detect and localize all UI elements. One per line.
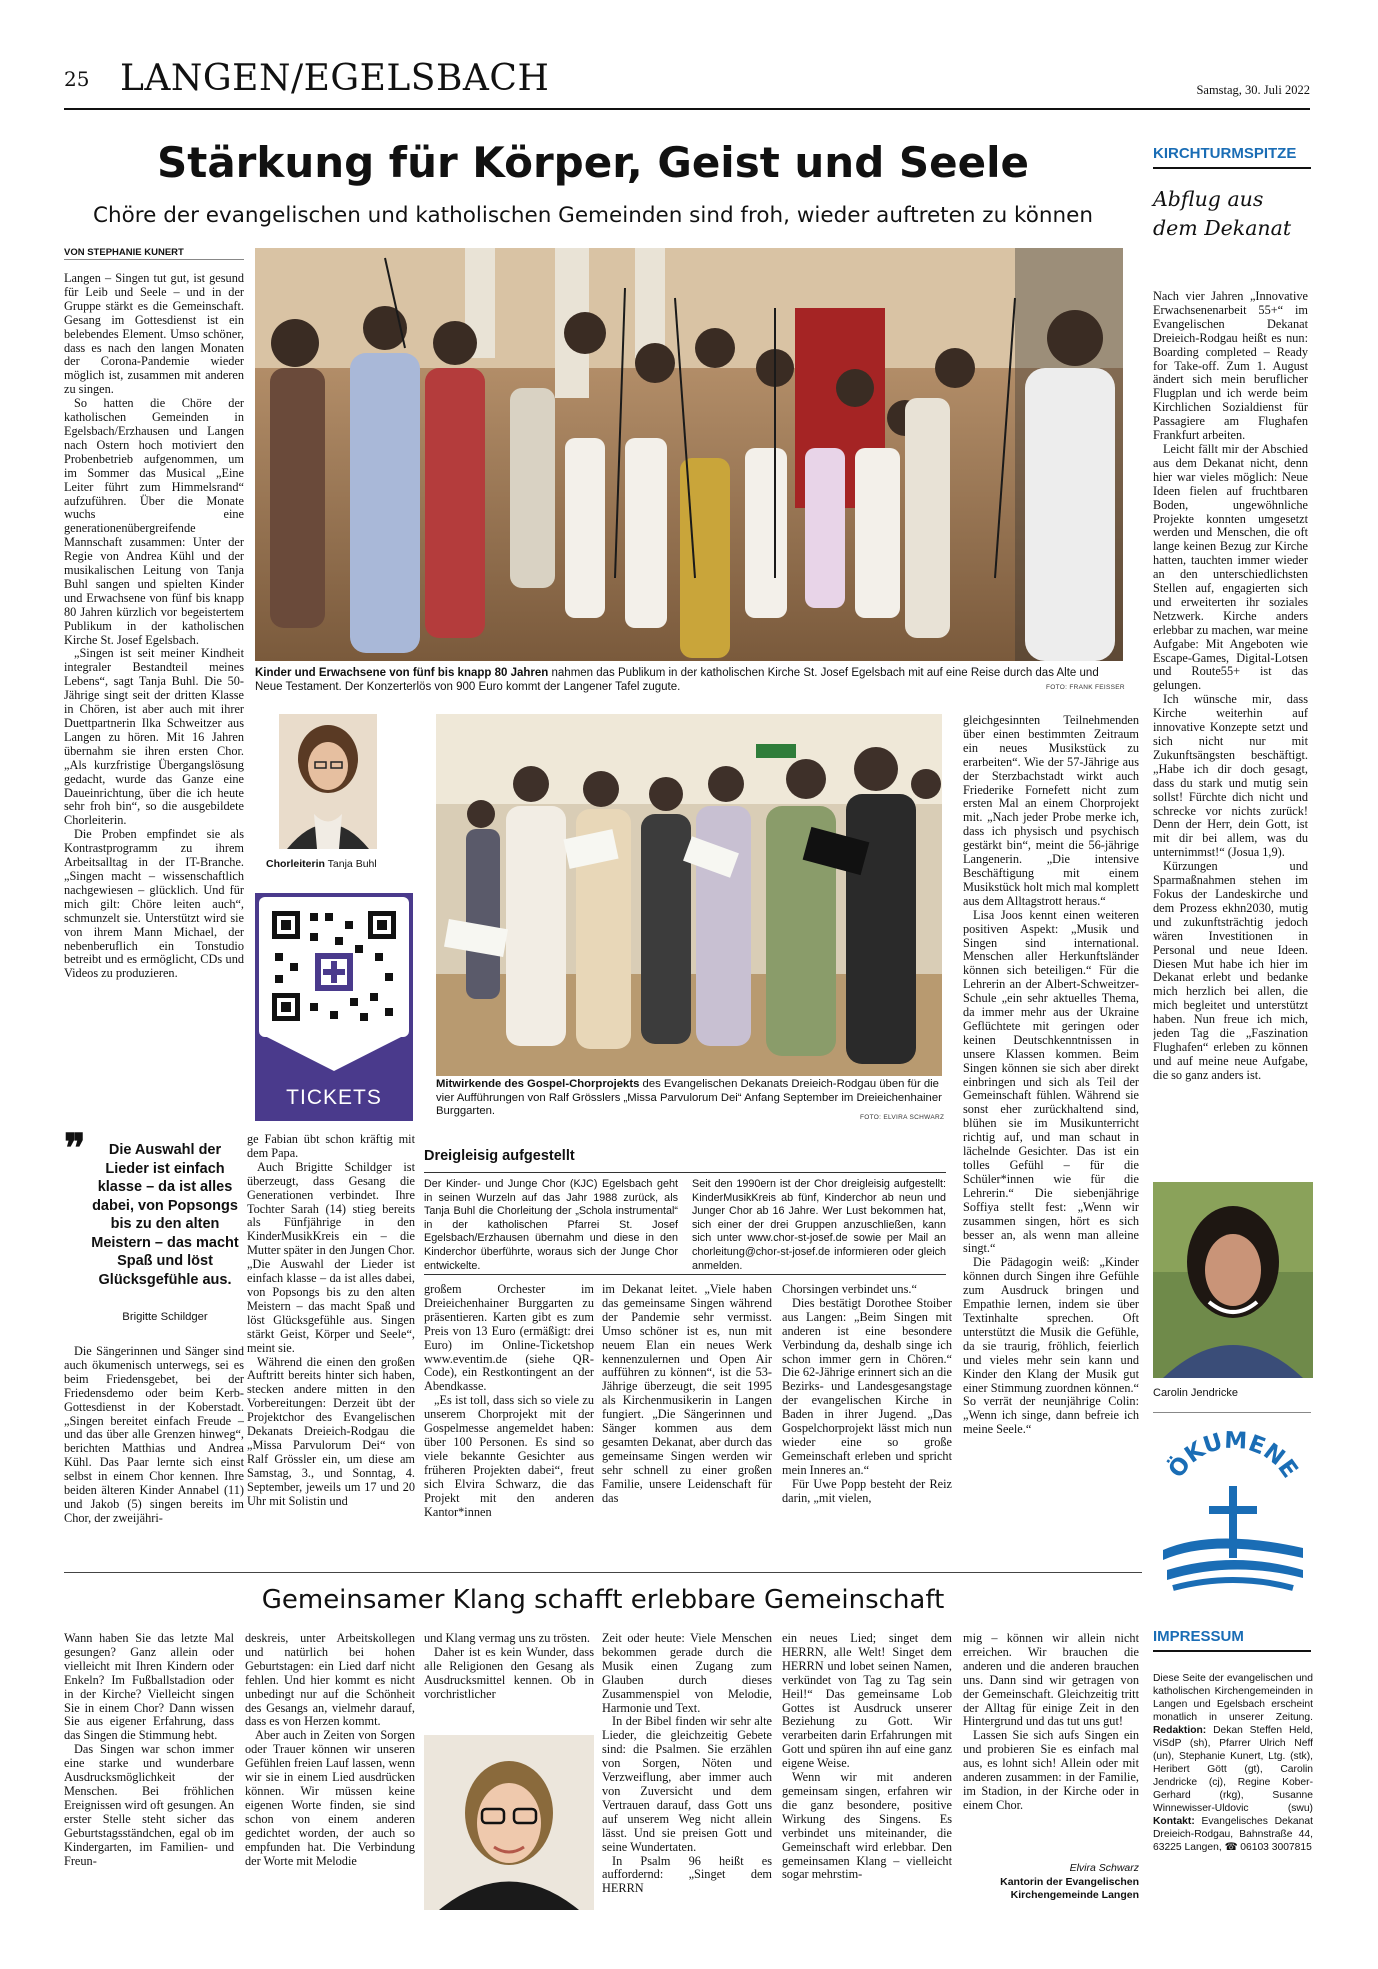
choir-church-photo (255, 248, 1123, 661)
redaktion-text: Dekan Steffen Held, ViSdP (sh), Pfarrer Ulrich Neff (un), Stephanie Kunert, Ltg. (stk), Heribert Gött (gt), Carolin Jendricke (cj), Regine Kober-Gerhard (rkg), Susanne Winnewisser-Uldovic (swu) (1153, 1725, 1313, 1814)
tickets-label[interactable]: TICKETS (286, 1086, 382, 1109)
gospel-caption-bold: Mitwirkende des Gospel-Chorprojekts (436, 1078, 640, 1090)
col3-lower-para: großem Orchester im Dreieichenhainer Burggarten zu präsentieren. Karten gibt es zum Preis von 13 Euro (ermäßigt: drei Euro) im Online-Ticketshop www.eventim.de (siehe QR-Code), ein Restkontingent an der Abendkasse. (424, 1283, 594, 1394)
author-role: Kantorin der Evangelischen Kirchengemeinde Langen (1000, 1875, 1139, 1901)
article2-col1 (64, 1632, 234, 1917)
col5-para: gleichgesinnten Teilnehmenden über einen bestimmten Zeitraum ein neues Musikstück zu erarbeiten“. Wie der 57-Jährige aus der Sterzbachstadt wirkt auch Friederike Fornefett nicht zum ersten Mal an einem Chorprojekt mit. „Nach jeder Probe merke ich, dass ich physisch und psychisch gestärkt bin“, meint die 56-jährige Langenerin. „Die intensive Beschäftigung mit einem Musikstück holt mich mal komplett aus dem Alltagstrott heraus.“ (963, 714, 1139, 908)
gospel-photo-caption (436, 1078, 945, 1121)
col4-lower-para: im Dekanat leitet. „Viele haben das gemeinsame Singen während der Pandemie sehr vermisst. Umso schöner ist es, nun mit neuem Elan ein neues Werk kennenzulernen und Open Air aufführen zu können“, ist die 53-Jährige überzeugt, die seit 1995 als Kirchenmusikerin in Langen fungiert. „Die Sängerinnen und Sänger kommen aus dem gesamten Dekanat, aber durch das gemeinsame Singen werden wir sehr schnell zu einer großen Familie, unsere Leidenschaft für das (602, 1283, 772, 1505)
article2-para: und Klang vermag uns zu trösten. (424, 1632, 590, 1645)
gospel-photo-credit: FOTO: ELVIRA SCHWARZ (860, 1114, 945, 1121)
dreigleisig-bottom-rule (424, 1274, 946, 1275)
col1-para: Langen – Singen tut gut, ist gesund für Leib und Seele – und in der Gruppe stärkt es die Gemeinschaft. Gesang im Gottesdienst ist ein belebendes Element. Umso schöner, dass es nach den langen Monaten der Corona-Pandemie wieder möglich ist, zusammen mit anderen zu singen. (64, 272, 244, 397)
impressum-body (1153, 1672, 1313, 1854)
main-photo-caption (255, 666, 1123, 694)
col1-lower-para: Die Sängerinnen und Sänger sind auch ökumenisch unterwegs, sei es beim Friedensgebet, bei der Friedensdemo oder beim Kerb-Gottesdienst in der Koberstadt. „Singen bereitet einfach Freude – und das über alle Grenzen hinweg“, berichten Matthias und Andrea Kühl. Das Paar lernte sich einst selbst in einem Chor kennen. Ihre beiden älteren Kinder Annabel (11) und Jakob (5) singen bereits im Chor, der zweijähri- (64, 1345, 244, 1525)
impressum-rule (1153, 1650, 1311, 1652)
sidebar-para: Nach vier Jahren „Innovative Erwachsenenarbeit 55+“ im Evangelischen Dekanat Dreieich-Rodgau heißt es nun: Boarding completed – Ready for Take-off. Zum 1. August ändert sich mein beruflicher Flugplan und ich werde beim Kirchlichen Sozialdienst für Passagiere am Flughafen Frankfurt arbeiten. (1153, 290, 1308, 443)
article-col3-lower (424, 1283, 594, 1561)
col5b-lower-para: Für Uwe Popp besteht der Reiz darin, „mit vielen, (782, 1476, 952, 1505)
col3-lower-para: „Es ist toll, dass sich so viele zu unserem Chorprojekt mit der Gospelmesse angemeldet haben: über 100 Personen. Es sind so viele bekannte Gesichter aus früheren Projekten dabei“, freut sich Elvira Schwarz, die das Projekt mit den anderen Kantor*innen (424, 1393, 594, 1519)
article2-para: Aber auch in Zeiten von Sorgen oder Trauer können wir unseren Gefühlen freien Lauf lassen, wenn wir sie in einem Lied ausdrücken können. Wir müssen keine eigenen Worte finden, sie sind schon von einem anderen gedichtet worden, der auch so empfunden hat. Die Verbindung der Worte mit Melodie (245, 1728, 415, 1868)
article2-top-rule (64, 1572, 1142, 1573)
article2-para: Das Singen war schon immer eine starke und wunderbare Ausdrucksmöglichkeit der Menschen. Bei fröhlichen Ereignissen wird oft gesungen. An erster Stelle steht sicher das Geburtstagsständchen, egal ob im Kindergarten, im Familien- und Freun- (64, 1742, 234, 1868)
article2-col5 (782, 1632, 952, 1917)
portrait1-caption (266, 857, 396, 871)
headline: Stärkung für Körper, Geist und Seele (157, 138, 1029, 187)
col5-para: Lisa Joos kennt einen weiteren positiven Aspekt: „Musik und Singen sind international. Menschen aller Herkunftsländer können sich beteiligen.“ Für die Lehrerin an der Albert-Schweitzer-Schule „ein sehr aktuelles Thema, da immer mehr aus der Ukraine Geflüchtete mit geringen oder keinen Deutschkenntnissen in unsere Klassen kommen. Beim Singen können sie sich aber direkt einbringen und sich als Teil der Gemeinschaft fühlen. Während sie sonst eher zurückhaltend sind, blühen sie im Musikunterricht richtig auf, und man schaut in lächelnde Gesichter. Das ist ein tolles Gefühl – für die Schüler*innen wie für die Lehrerin.“ Die siebenjährige Soffiya stellt fest: „Wenn wir zusammen singen, hört es sich besser an, als wenn man alleine singt.“ (963, 907, 1139, 1256)
page-number: 25 (64, 67, 90, 91)
col2-lower-para: Während die einen den großen Auftritt bereits hinter sich haben, stecken andere mitten in den Vorbereitungen: Derzeit übt der Projektchor des Evangelischen Dekanats Dreieich-Rodgau die „Missa Parvulorum Dei“ von Ralf Grössler ein, um diese am Samstag, 3., und Sonntag, 4. September, jeweils um 17 und 20 Uhr mit Solistin und (247, 1354, 415, 1508)
dreigleisig-right: Seit den 1990ern ist der Chor dreigleisig aufgestellt: KinderMusikKreis ab fünf, Kinderchor ab neun und Junger Chor ab 16 Jahre. Wer Lust bekommen hat, sich einer der drei Gruppen anzuschließen, kann sich unter www.chor-st-josef.de sowie per Mail an chorleitung@chor-st-josef.de informieren oder gleich anmelden. (692, 1178, 946, 1272)
article2-para: Lassen Sie sich aufs Singen ein und probieren Sie es einfach mal aus, es lohnt sich! Allein oder mit anderen zusammen: in der Familie, im Stadion, in der Kirche oder in einem Chor. (963, 1728, 1139, 1812)
article-col1-lower (64, 1345, 244, 1560)
dreigleisig-rule (424, 1172, 946, 1173)
quote-text: Die Auswahl der Lieder ist einfach klasse – da ist alles dabei, von Popsongs bis zu den alten Meistern – das macht Spaß und löst Glücksgefühle aus. (91, 1142, 239, 1288)
sidebar-title: Abflug aus dem Dekanat (1153, 187, 1292, 240)
quote-author: Brigitte Schildger (122, 1311, 208, 1323)
article2-para: Wann haben Sie das letzte Mal gesungen? Ganz allein oder vielleicht mit Ihren Kindern oder Enkeln? Im Fußballstadion oder in der Kirche? Vielleicht singen Sie in einem Chor? Dann wissen Sie aus eigener Erfahrung, dass das Singen die Stimmung hebt. (64, 1632, 234, 1743)
col1-para: „Singen ist seit meiner Kindheit integraler Bestandteil meines Lebens“, sagt Tanja Buhl. Die 50-Jährige singt seit der dritten Klasse in Chören, ist aber auch mit ihrer Duettpartnerin Ilka Schweitzer aus Langen zu hören. Mit 16 Jahren übernahm sie ihren ersten Chor. „Als kurzfristige Übergangslösung gedacht, wurde das Ganze eine Daueinrichtung, über die ich heute sehr froh bin“, so die ausgebildete Chorleiterin. (64, 646, 244, 828)
dreigleisig-box (424, 1148, 946, 1278)
article2-author (963, 1862, 1139, 1903)
portrait1-caption-text: Tanja Buhl (327, 858, 377, 870)
gospel-choir-photo (436, 714, 942, 1076)
article-col5b-lower (782, 1283, 952, 1561)
article2-para: Daher ist es kein Wunder, dass alle Religionen den Gesang als Ausdrucksmittel kennen. Ob in vorchristlicher (424, 1644, 594, 1701)
dreigleisig-left: Der Kinder- und Junge Chor (KJC) Egelsbach geht in seinen Wurzeln auf das Jahr 1988 zurück, als Tanja Buhl die Chorleitung der „Schola instrumental“ in der katholischen Pfarrei St. Josef Egelsbach/Erzhausen übernahm und diese in den Kinderchor überführte, woraus sich der Junge Chor entwickelte. (424, 1178, 678, 1272)
kontakt-text: Evangelisches Dekanat Dreieich-Rodgau, Bahnstraße 44, 63225 Langen, ☎ 06103 3007815 (1153, 1816, 1313, 1853)
section-title: LANGEN/EGELSBACH (120, 58, 550, 99)
portrait2-caption: Carolin Jendricke (1153, 1387, 1238, 1399)
header-rule (64, 108, 1310, 110)
main-caption-bold: Kinder und Erwachsene von fünf bis knapp 80 Jahren (255, 667, 549, 679)
author-name: Elvira Schwarz (1069, 1862, 1139, 1874)
byline-rule (64, 259, 244, 260)
col5b-lower-para: Dies bestätigt Dorothee Stoiber aus Langen: „Beim Singen mit anderen ist eine besondere Verbindung da, deshalb singe ich schon immer gern in Chören.“ Die 62-Jährige erinnert sich an die Bezirks- und Landesgesangstage der evangelischen Kirche in Baden in ihrer Jugend. „Das Gospelchorprojekt lässt mich nun wieder eine so große Gemeinschaft erleben und spricht mein Inneres an.“ (782, 1295, 952, 1477)
col2-lower-para: Auch Brigitte Schildger ist überzeugt, dass Gesang die Generationen verbindet. Ihre Tochter Sarah (14) stieg bereits als Fünfjährige in den KinderMusikKreis ein – die Mutter später in den Jungen Chor. „Die Auswahl der Lieder ist einfach klasse – da ist alles dabei, von Popsongs bis zu den alten Meistern – das macht Spaß und löst Glücksgefühle aus. Singen stärkt Geist, Körper und Seele“, meint sie. (247, 1159, 415, 1355)
sidebar-para: Ich wünsche mir, dass Kirche weiterhin auf innovative Konzepte setzt und sich nicht nur mit Zukunftsängsten beschäftigt. „Habe ich dir doch gesagt, dass du stark und mutig sein sollst! Fürchte dich nicht und schrecke vor nichts zurück! Denn der Herr, dein Gott, ist mit dir bei allem, was du unternimmst!“ (Josua 1,9). (1153, 692, 1308, 860)
redaktion-label: Redaktion: (1153, 1725, 1207, 1736)
gospel-caption-text: des Evangelischen Dekanats Dreieich-Rodgau üben für die vier Aufführungen von Ralf Grösslers „Missa Parvulorum Dei“ Anfang September im Dreieichenhainer Burggarten. (436, 1078, 942, 1117)
article2-para: Wenn wir mit anderen gemeinsam singen, erfahren wir die ganz besondere, positive Wirkung des Singens. Es verbindet uns miteinander, die Gemeinschaft wird erlebbar. Den gemeinsamen Klang – vielleicht sogar mehrstim- (782, 1770, 952, 1882)
col5-para: Die Pädagogin weiß: „Kinder können durch Singen ihre Gefühle zum Ausdruck bringen und Empathie lernen, indem sie über Textinhalte sprechen. Oft unterstützt die Musik die Gefühle, da sie traurig, fröhlich, feierlich und vieles mehr sein kann und Kinder den Klang der Musik gut einer Stimmung zuordnen können.“ So verrät der neunjährige Colin: „Wenn ich singe, dann befreie ich meine Seele.“ (963, 1255, 1139, 1437)
oekumene-logo (1153, 1428, 1313, 1598)
portrait-elvira-schwarz (424, 1735, 594, 1910)
article2-para: mig – können wir allein nicht erreichen. Wir brauchen die anderen und die anderen brauchen uns. Dann sind wir getragen von der Gemeinschaft. Gleichzeitig tritt der Alltag für einige Zeit in den Hintergrund und das tut uns gut! (963, 1632, 1139, 1729)
portrait1-caption-bold: Chorleiterin (266, 858, 325, 870)
subheadline: Chöre der evangelischen und katholischen Gemeinden sind froh, wieder auftreten zu können (93, 203, 1093, 228)
col5b-lower-para: Chorsingen verbindet uns.“ (782, 1283, 917, 1296)
main-photo-credit: FOTO: FRANK FEISSER (1046, 684, 1125, 691)
article-col4-lower (602, 1283, 772, 1561)
dreigleisig-title: Dreigleisig aufgestellt (424, 1148, 575, 1164)
article-col5 (963, 714, 1139, 1559)
sidebar-para: Leicht fällt mir der Abschied aus dem Dekanat nicht, denn hier war vieles möglich: Neue Ideen fielen auf fruchtbaren Boden, ungewöhnliche Projekte konnten umgesetzt werden und Menschen, die oft lange keinen Bezug zur Kirche hatten, tauchten immer wieder an den unterschiedlichsten Stellen auf, engagierten sich und erweiterten ihr soziales Netzwerk. Kirche anders erlebbar zu machen, war meine Aufgabe: Mit Angeboten wie Escape-Games, Digital-Lotsen und Route55+ ist das gelungen. (1153, 441, 1308, 693)
main-caption-text: nahmen das Publikum in der katholischen Kirche St. Josef Egelsbach mit auf eine Reise durch das Alte und Neue Testament. Der Konzerterlös von 900 Euro kommt der Langener Tafel zugute. (255, 667, 1099, 693)
quote-box (64, 1125, 244, 1327)
article2-col6 (963, 1632, 1139, 1857)
article2-para: Zeit oder heute: Viele Menschen bekommen gerade durch die Musik einen Zugang zum Glauben durch dieses Zusammenspiel von Melodie, Harmonie und Text. (602, 1632, 772, 1715)
impressum-label: IMPRESSUM (1153, 1628, 1244, 1645)
article2-para: In Psalm 96 heißt es auffordernd: „Singet dem HERRN (602, 1853, 772, 1896)
article2-col2 (245, 1632, 415, 1917)
impressum-text: Diese Seite der evangelischen und katholischen Kirchengemeinden in Langen und Egelsbach erscheint monatlich in unserer Zeitung. (1153, 1673, 1313, 1723)
article-col2-lower (247, 1133, 415, 1563)
svg-text:ÖKUMENE (1162, 1428, 1303, 1483)
sidebar-rule-2 (1153, 1412, 1311, 1413)
article2-para: deskreis, unter Arbeitskollegen und natürlich bei hohen Geburtstagen: ein Lied darf nicht fehlen. Und hier kommt es nicht unbedingt nur auf die Schönheit des Gesangs an, vielmehr darauf, dass es von Herzen kommt. (245, 1632, 415, 1729)
col1-para: Die Proben empfindet sie als Kontrastprogramm zu ihrem Arbeitsalltag in der IT-Branche. „Singen macht – wissenschaftlich nachgewiesen – glücklich. Und für mich gilt: Chöre leiten auch“, schmunzelt sie. Unterstützt wird sie von ihrem Mann Michael, der nebenberuflich ein Tonstudio betreibt und es ermöglicht, CDs und Videos zu produzieren. (64, 827, 244, 981)
oekumene-label: ÖKUMENE (1163, 1428, 1303, 1483)
kirchturmspitze-label: KIRCHTURMSPITZE (1153, 145, 1297, 162)
sidebar-para: Kürzungen und Sparmaßnahmen stehen im Fokus der Landeskirche und dem Prozess ekhn2030, mutig und zukunftsträchtig jedoch wären Investitionen in Personal und neue Ideen. Diesen Mut habe ich hier im Dekanat erlebt und bedanke mich herzlich bei allen, die mich begleitet und unterstützt haben. Nun freue ich mich, jeden Tag die „Faszination Flughafen“ erleben zu können und auf meine neue Aufgabe, die so ganz anders ist. (1153, 859, 1308, 1082)
portrait-tanja-buhl (279, 714, 377, 849)
col2-lower-para: ge Fabian übt schon kräftig mit dem Papa. (247, 1133, 415, 1160)
article2-headline: Gemeinsamer Klang schafft erlebbare Gemeinschaft (261, 1585, 945, 1615)
portrait-carolin-jendricke (1153, 1182, 1313, 1378)
quote-marks-icon: ❞ (64, 1125, 86, 1172)
article2-col4 (602, 1632, 772, 1917)
article-col1 (64, 272, 244, 1117)
sidebar-rule-1 (1153, 167, 1311, 169)
tickets-qr-card[interactable] (255, 893, 413, 1121)
issue-date: Samstag, 30. Juli 2022 (1196, 83, 1310, 97)
col1-para: So hatten die Chöre der katholischen Gemeinden in Egelsbach/Erzhausen und Langen nach Ostern hoch motiviert den Probenbetrieb aufgenommen, um im Sommer das Musical „Eine Leiter führt zum Himmelsrand“ aufzuführen. Über die Monate wuchs eine generationenübergreifende Mannschaft zusammen: Unter der Regie von Andrea Kühl und der musikalischen Leitung von Tanja Buhl sangen und spielten Kinder und Erwachsene von fünf bis knapp 80 Jahren kürzlich vor begeistertem Publikum in der katholischen Kirche St. Josef Egelsbach. (64, 396, 244, 647)
sidebar-text (1153, 290, 1308, 1168)
kontakt-label: Kontakt: (1153, 1816, 1195, 1827)
article2-col3 (424, 1632, 594, 1728)
article2-para: In der Bibel finden wir sehr alte Lieder, die gleichzeitig Gebete sind: die Psalmen. Sie erzählen von Sorgen, Nöten und Verzweiflung, aber immer auch von Zuversicht und dem Vertrauen darauf, dass Gott uns auf unserem Weg nicht allein lässt. Und sie preisen Gott und seine Wundertaten. (602, 1714, 772, 1854)
byline: VON STEPHANIE KUNERT (64, 247, 184, 258)
article2-para: ein neues Lied; singet dem HERRN, alle Welt! Singet dem HERRN und lobet seinen Namen, verkündet von Tag zu Tag sein Heil!“ Das gemeinsame Lob Gottes ist Ausdruck unserer Beziehung zu Gott. Wir verarbeiten darin Erfahrungen mit Gott und spüren ihn auf eine ganz eigene Weise. (782, 1632, 952, 1771)
